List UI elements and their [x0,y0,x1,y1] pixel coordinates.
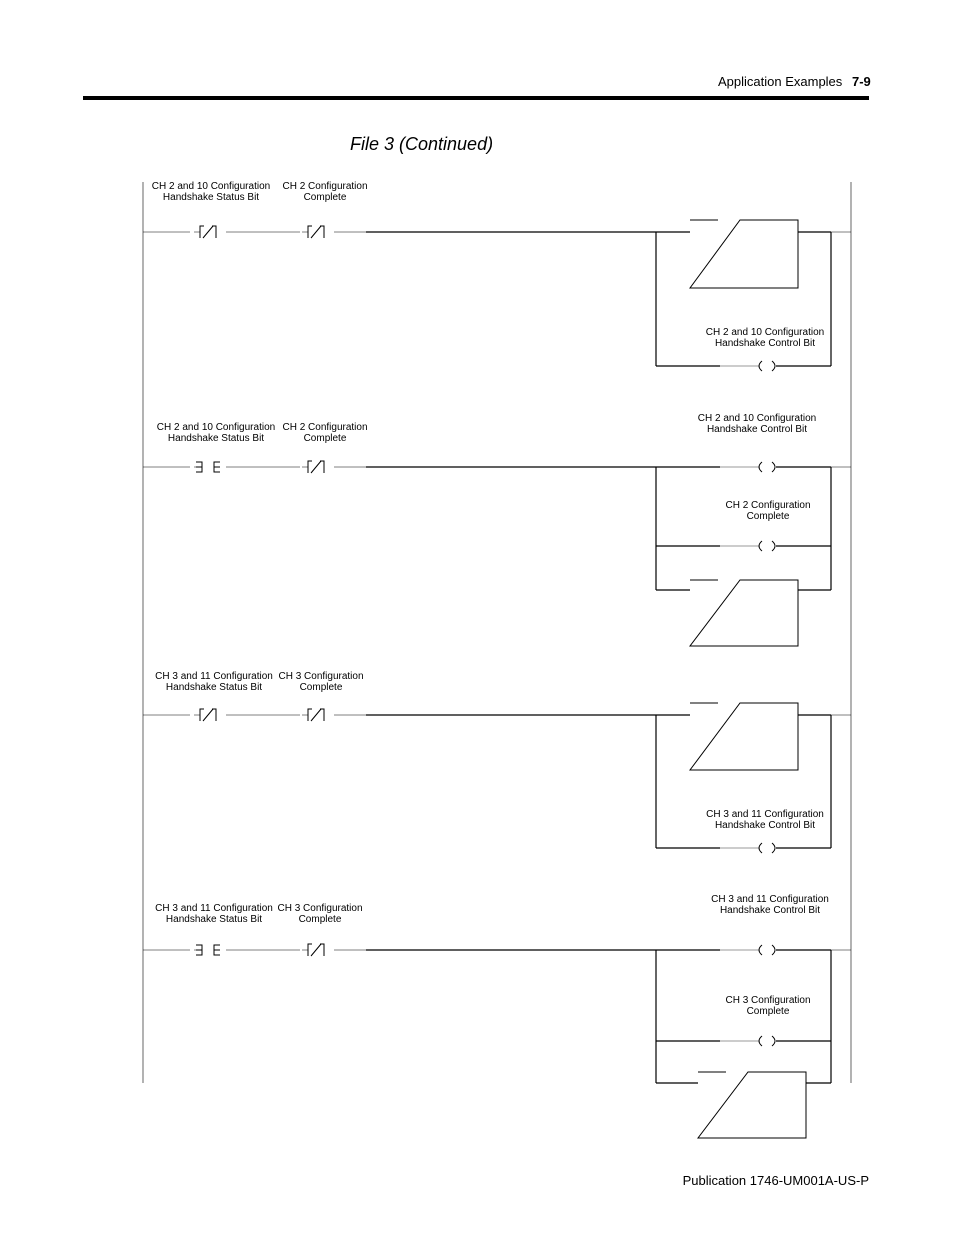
input-label-3-1-line: CH 3 and 11 Configuration [155,671,273,682]
contact-xic-2-1 [196,462,220,472]
input-label-2-1-line: CH 2 and 10 Configuration [156,422,276,433]
output-label-2-1 [698,413,816,435]
header-page-number: 7-9 [852,74,871,89]
input-label-4-2-line: CH 3 Configuration [277,903,363,914]
output-label-4-1-line: CH 3 and 11 Configuration [711,894,829,905]
coil-2-2 [759,541,775,551]
output-label-4-1 [711,894,829,916]
output-label-2-1-line: Handshake Control Bit [706,424,808,435]
output-label-4-1-line: Handshake Control Bit [719,905,821,916]
input-label-3-1-line: Handshake Status Bit [165,682,263,693]
coil-4-1 [759,945,775,955]
output-label-4-2-line: CH 3 Configuration [725,995,811,1006]
output-label-3-1 [706,809,824,831]
input-label-4-1-line: Handshake Status Bit [165,914,263,925]
instruction-box-1 [690,220,798,288]
coil-2-1 [759,462,775,472]
input-label-1-2-line: Complete [303,192,347,203]
input-label-2-1-line: Handshake Status Bit [167,433,265,444]
contact-xio-1-1 [200,226,216,238]
contact-xic-4-1 [196,945,220,955]
input-label-1-2-line: CH 2 Configuration [282,181,368,192]
contact-xio-4-2 [308,944,324,956]
coil-1-1 [759,361,775,371]
instruction-box-4 [698,1072,806,1138]
contact-xio-3-1 [200,709,216,721]
input-label-4-1-line: CH 3 and 11 Configuration [155,903,273,914]
output-label-2-2 [725,500,810,522]
contact-xio-3-2 [308,709,324,721]
footer-publication: Publication 1746-UM001A-US-P [682,1173,869,1188]
output-label-2-1-line: CH 2 and 10 Configuration [697,413,817,424]
output-label-4-2 [725,995,810,1017]
output-label-4-2-line: Complete [746,1006,790,1017]
input-label-1-1-line: Handshake Status Bit [162,192,260,203]
coil-4-2 [759,1036,775,1046]
output-label-2-2-line: Complete [746,511,790,522]
input-label-4-2 [277,903,362,925]
output-label-1-1-line: CH 2 and 10 Configuration [705,327,825,338]
input-label-1-2 [282,181,367,203]
figure-title: File 3 (Continued) [350,134,494,154]
instruction-box-2 [690,580,798,646]
input-label-3-2 [278,671,363,693]
input-label-3-2-line: Complete [299,682,343,693]
output-label-1-1-line: Handshake Control Bit [714,338,816,349]
input-label-2-2-line: Complete [303,433,347,444]
input-label-1-1 [152,181,270,203]
input-label-3-1 [155,671,273,693]
coil-3-1 [759,843,775,853]
input-label-2-1 [157,422,275,444]
contact-xio-2-2 [308,461,324,473]
output-label-3-1-line: Handshake Control Bit [714,820,816,831]
contact-xio-1-2 [308,226,324,238]
output-label-1-1 [706,327,824,349]
input-label-4-2-line: Complete [298,914,342,925]
input-label-1-1-line: CH 2 and 10 Configuration [151,181,271,192]
output-label-3-1-line: CH 3 and 11 Configuration [706,809,824,820]
output-label-2-2-line: CH 2 Configuration [725,500,811,511]
header-section-title: Application Examples [718,74,843,89]
input-label-3-2-line: CH 3 Configuration [278,671,364,682]
instruction-box-3 [690,703,798,770]
input-label-2-2 [282,422,367,444]
input-label-4-1 [155,903,273,925]
input-label-2-2-line: CH 2 Configuration [282,422,368,433]
